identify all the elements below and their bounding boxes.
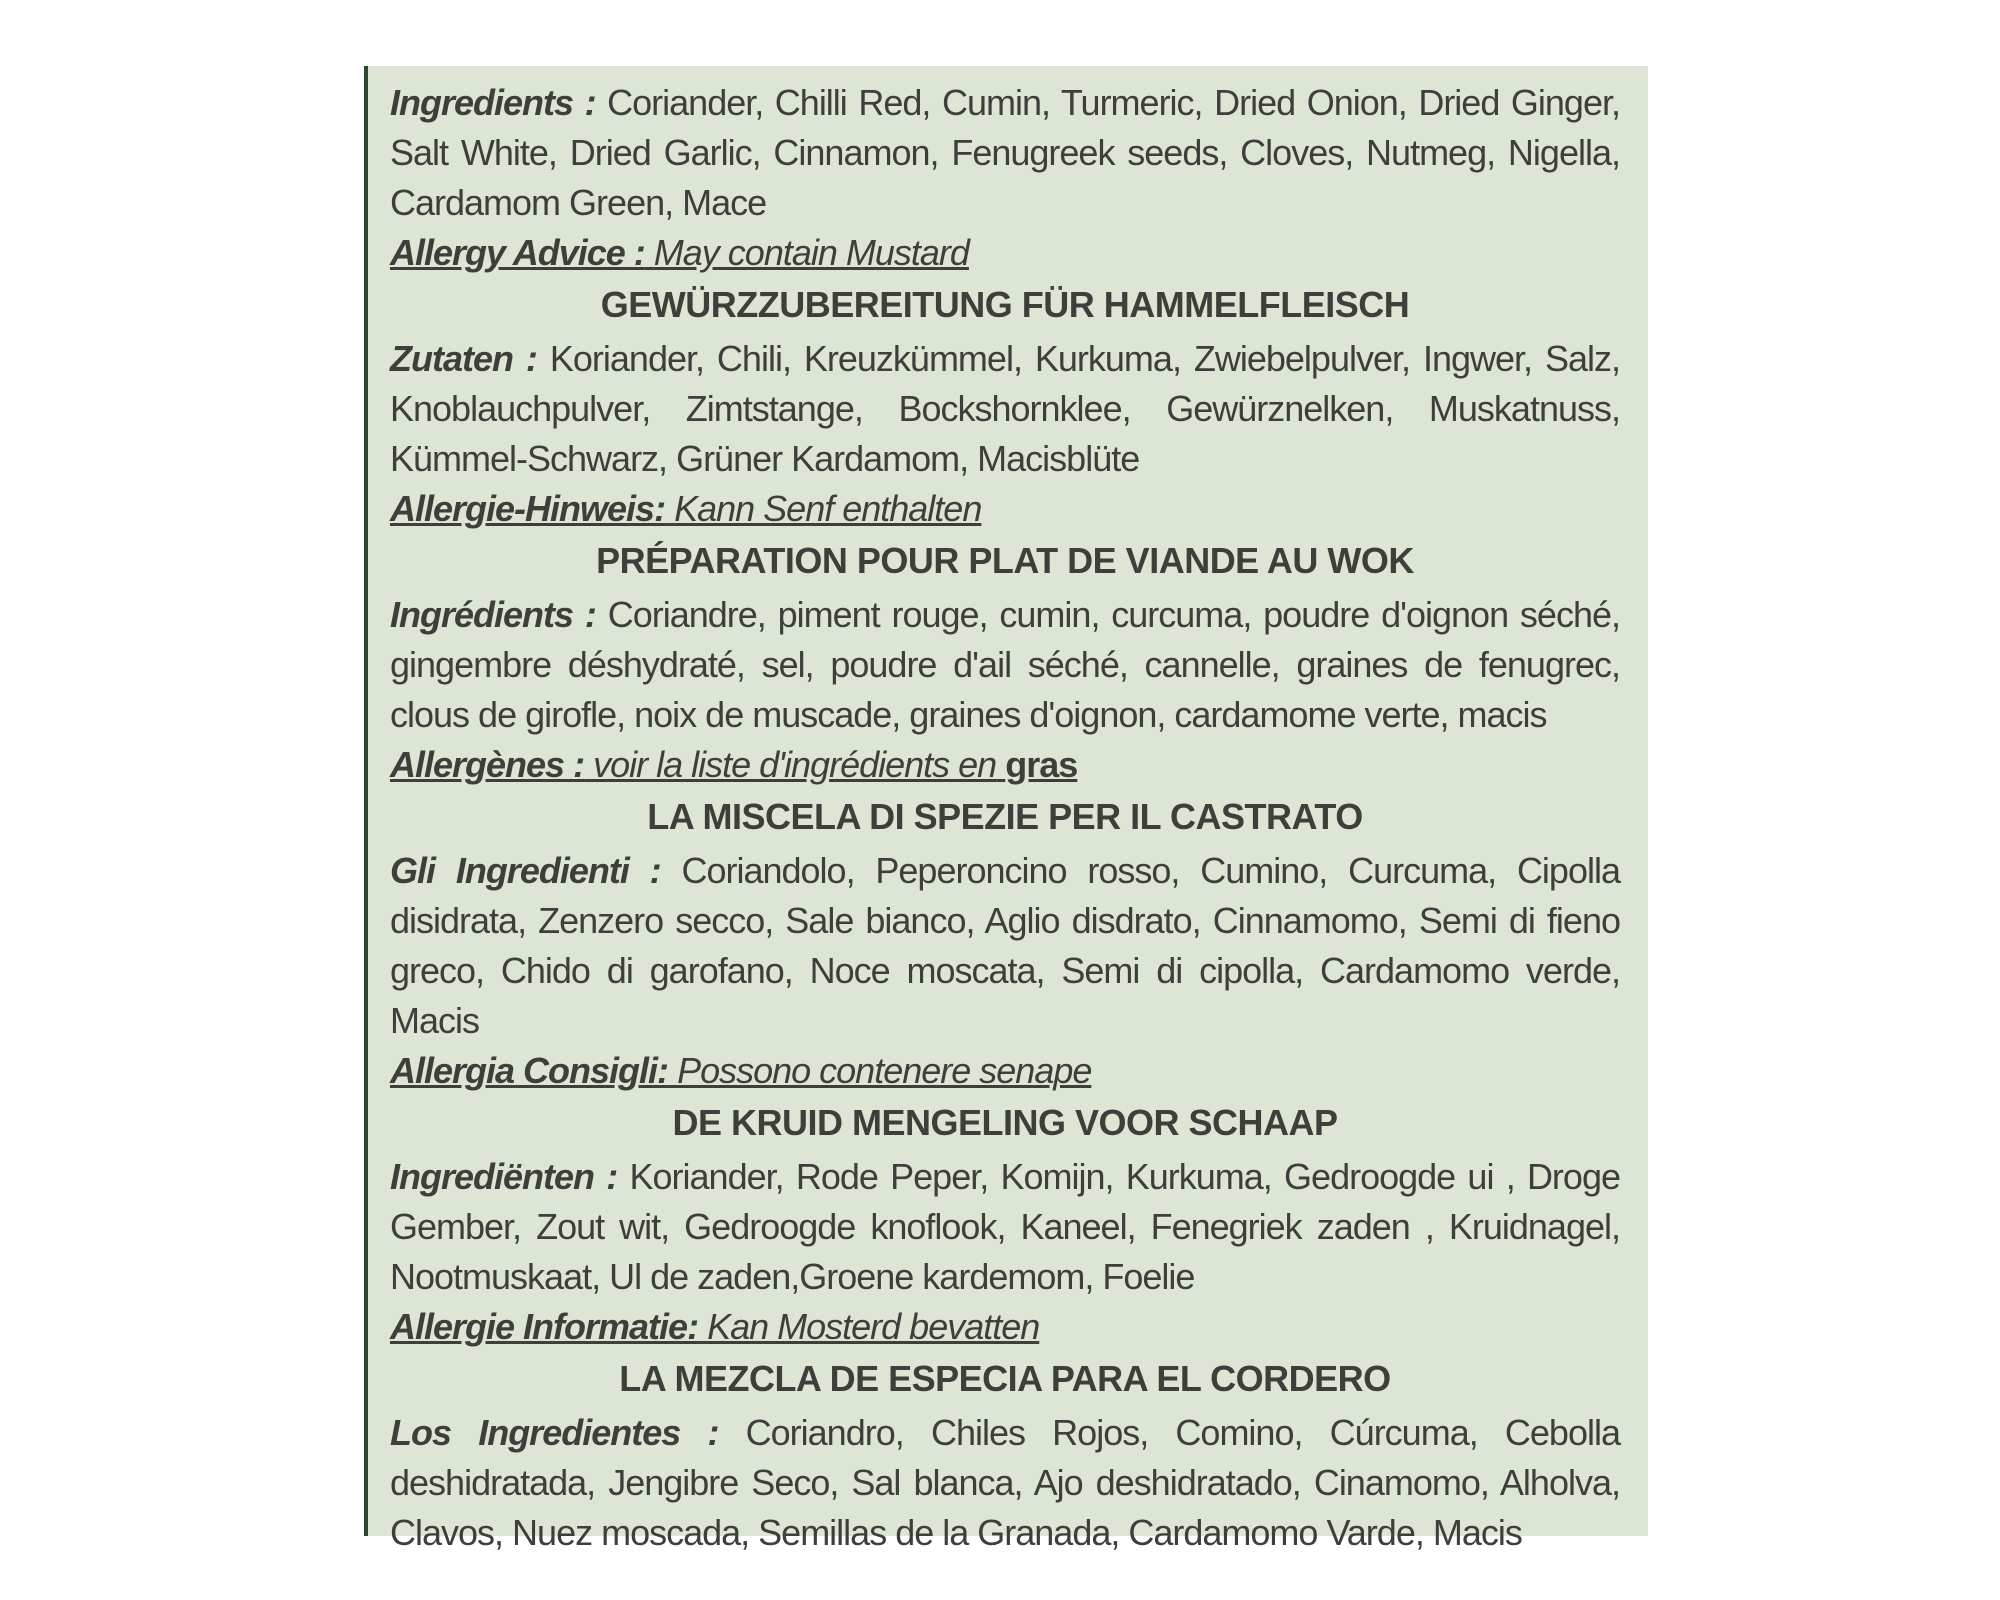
allergy-advice [390,740,1620,790]
ingredients-text: Coriandro, Chiles Rojos, Comino, Cúrcuma, Cebolla deshidratada, Jengibre Seco, Sal blanca, Ajo deshidratado, Cinamomo, Alholva, Clavos, Nuez moscada, Semillas de la Granada, Cardamomo Varde, Macis [390,1412,1620,1553]
allergy-advice [390,1302,1620,1352]
allergy-text: May contain Mustard [653,232,969,273]
section-dutch [390,1098,1620,1352]
ingredients-paragraph [390,1408,1620,1558]
allergy-bold-word: gras [1005,744,1078,785]
allergy-label: Allergia Consigli: [390,1050,669,1091]
allergy-text: Possono contenere senape [677,1050,1092,1091]
section-french [390,536,1620,790]
ingredients-text: Coriandolo, Peperoncino rosso, Cumino, Curcuma, Cipolla disidrata, Zenzero secco, Sale bianco, Aglio disdrato, Cinnamomo, Semi di fieno greco, Chido di garofano, Noce moscata, Semi di cipolla, Cardamomo verde, Macis [390,850,1620,1041]
section-heading: PRÉPARATION POUR PLAT DE VIANDE AU WOK [596,540,1414,581]
ingredients-paragraph [390,78,1620,228]
ingredients-label-panel [364,66,1648,1553]
ingredients-text: Coriander, Chilli Red, Cumin, Turmeric, Dried Onion, Dried Ginger, Salt White, Dried Garlic, Cinnamon, Fenugreek seeds, Cloves, Nutmeg, Nigella, Cardamom Green, Mace [390,82,1620,223]
allergy-label: Allergie-Hinweis: [390,488,666,529]
section-spanish [390,1354,1620,1558]
allergy-advice [390,228,1620,278]
allergy-text: Kan Mosterd bevatten [707,1306,1040,1347]
allergy-text: Kann Senf enthalten [674,488,982,529]
ingredients-label: Ingredients : [390,82,596,123]
section-italian [390,792,1620,1096]
allergy-label: Allergy Advice : [390,232,645,273]
ingredients-paragraph [390,334,1620,484]
allergy-advice [390,484,1620,534]
allergy-text: voir la liste d'ingrédients en [593,744,997,785]
section-english [390,78,1620,278]
ingredients-label: Ingrédients : [390,594,596,635]
section-heading: GEWÜRZZUBEREITUNG FÜR HAMMELFLEISCH [600,284,1410,325]
ingredients-label: Ingrediënten : [390,1156,618,1197]
section-german [390,280,1620,534]
ingredients-label: Gli Ingredienti : [390,850,661,891]
allergy-label: Allergie Informatie: [390,1306,699,1347]
ingredients-paragraph [390,1152,1620,1302]
ingredients-paragraph [390,590,1620,740]
ingredients-label: Zutaten : [390,338,537,379]
section-heading: LA MEZCLA DE ESPECIA PARA EL CORDERO [619,1358,1391,1399]
ingredients-label: Los Ingredientes : [390,1412,719,1453]
ingredients-paragraph [390,846,1620,1046]
ingredients-text: Koriander, Rode Peper, Komijn, Kurkuma, Gedroogde ui , Droge Gember, Zout wit, Gedroogde knoflook, Kaneel, Fenegriek zaden , Kruidnagel, Nootmuskaat, Ul de zaden,Groene kardemom, Foelie [390,1156,1620,1297]
section-heading: LA MISCELA DI SPEZIE PER IL CASTRATO [647,796,1363,837]
allergy-advice [390,1046,1620,1096]
ingredients-text: Koriander, Chili, Kreuzkümmel, Kurkuma, Zwiebelpulver, Ingwer, Salz, Knoblauchpulver, Zimtstange, Bockshornklee, Gewürznelken, Muskatnuss, Kümmel-Schwarz, Grüner Kardamom, Macisblüte [390,338,1620,479]
allergy-label: Allergènes : [390,744,585,785]
ingredients-text: Coriandre, piment rouge, cumin, curcuma, poudre d'oignon séché, gingembre déshydraté, sel, poudre d'ail séché, cannelle, graines de fenugrec, clous de girofle, noix de muscade, graines d'oignon, cardamome verte, macis [390,594,1620,735]
section-heading: DE KRUID MENGELING VOOR SCHAAP [672,1102,1338,1143]
